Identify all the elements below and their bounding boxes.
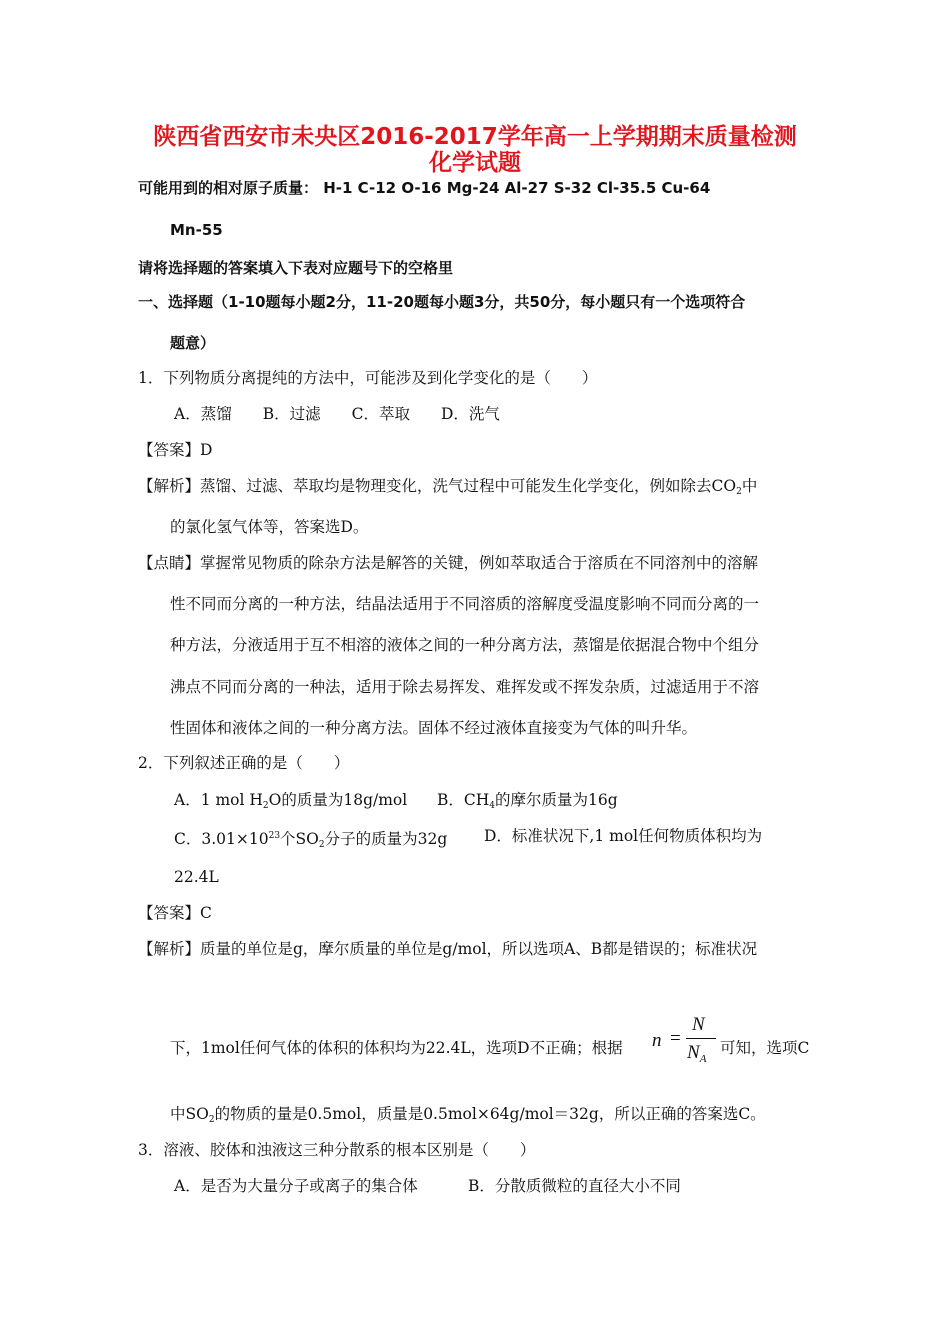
document-title-line2: 化学试题 — [429, 150, 521, 176]
question-2-option-d-cont: 22.4L — [174, 868, 219, 886]
question-2-answer: 【答案】C — [138, 904, 212, 922]
question-2-option-b: B．$CH_4$的摩尔质量为16g — [437, 791, 618, 811]
question-1-tip-line: 【点睛】掌握常见物质的除杂方法是解答的关键，例如萃取适合于溶质在不同溶剂中的溶解 — [138, 554, 759, 572]
question-2-stem: 2．下列叙述正确的是（ ） — [138, 754, 350, 772]
question-2-option-c: C．$3.01\times 10^{23}$个$SO_2$分子的质量为32g — [174, 830, 448, 850]
question-2-analysis: 【解析】质量的单位是g，摩尔质量的单位是g/mol，所以选项A、B都是错误的；标准状况 — [138, 940, 758, 958]
mole-formula — [652, 1006, 722, 1065]
document-title-line1: 陕西省西安市未央区2016-2017学年高一上学期期末质量检测 — [153, 124, 797, 150]
question-3-stem: 3．溶液、胶体和浊液这三种分散系的根本区别是（ ） — [138, 1141, 536, 1159]
section-heading-cont: 题意） — [170, 334, 216, 352]
question-1-analysis: 【解析】蒸馏、过滤、萃取均是物理变化，洗气过程中可能发生化学变化，例如除去$CO_2$中 — [138, 477, 758, 497]
question-2-analysis-cont: 下，1mol任何气体的体积的体积均为22.4L，选项D不正确；根据 — [170, 1039, 623, 1057]
question-1-answer: 【答案】D — [138, 441, 213, 459]
question-1-tip-line: 性不同而分离的一种方法，结晶法适用于不同溶质的溶解度受温度影响不同而分离的一 — [170, 595, 760, 613]
question-2-analysis-tail: 可知，选项C — [720, 1039, 810, 1057]
question-1-tip-line: 沸点不同而分离的一种法，适用于除去易挥发、难挥发或不挥发杂质，过滤适用于不溶 — [170, 678, 760, 696]
question-1-tip-line: 种方法，分液适用于互不相溶的液体之间的一种分离方法，蒸馏是依据混合物中个组分 — [170, 636, 760, 654]
question-3-option-a: A．是否为大量分子或离子的集合体 — [174, 1177, 418, 1195]
question-3-option-b: B．分散质微粒的直径大小不同 — [468, 1177, 681, 1195]
atomic-masses-line: 可能用到的相对原子质量： H-1 C-12 O-16 Mg-24 Al-27 S-32 Cl-35.5 Cu-64 — [138, 179, 711, 197]
question-1-options: A．蒸馏 B．过滤 C．萃取 D．洗气 — [174, 405, 500, 423]
question-2-option-d: D．标准状况下,1 mol任何物质体积均为 — [484, 827, 763, 845]
question-2-analysis-cont2: 中$SO_2$的物质的量是0.5mol，质量是0.5mol×64g/mol＝32g，所以正确的答案选C。 — [170, 1105, 766, 1125]
formula-n: n — [652, 1030, 662, 1051]
question-1-analysis-cont: 的氯化氢气体等，答案选D。 — [170, 518, 369, 536]
question-1-stem: 1．下列物质分离提纯的方法中，可能涉及到化学变化的是（ ） — [138, 369, 598, 387]
answer-instruction: 请将选择题的答案填入下表对应题号下的空格里 — [138, 259, 454, 277]
formula-equals: = — [670, 1028, 681, 1049]
atomic-masses-cont: Mn-55 — [170, 221, 223, 239]
fraction-bar — [686, 1038, 716, 1039]
question-2-option-a: A．1 mol $H_2O$的质量为18g/mol — [174, 791, 408, 811]
section-heading: 一、选择题（1-10题每小题2分，11-20题每小题3分，共50分，每小题只有一个选项符合 — [138, 293, 746, 311]
formula-denominator: $N_A$ — [687, 1042, 707, 1065]
question-1-tip-line: 性固体和液体之间的一种分离方法。固体不经过液体直接变为气体的叫升华。 — [170, 719, 698, 737]
formula-numerator: N — [692, 1014, 705, 1035]
